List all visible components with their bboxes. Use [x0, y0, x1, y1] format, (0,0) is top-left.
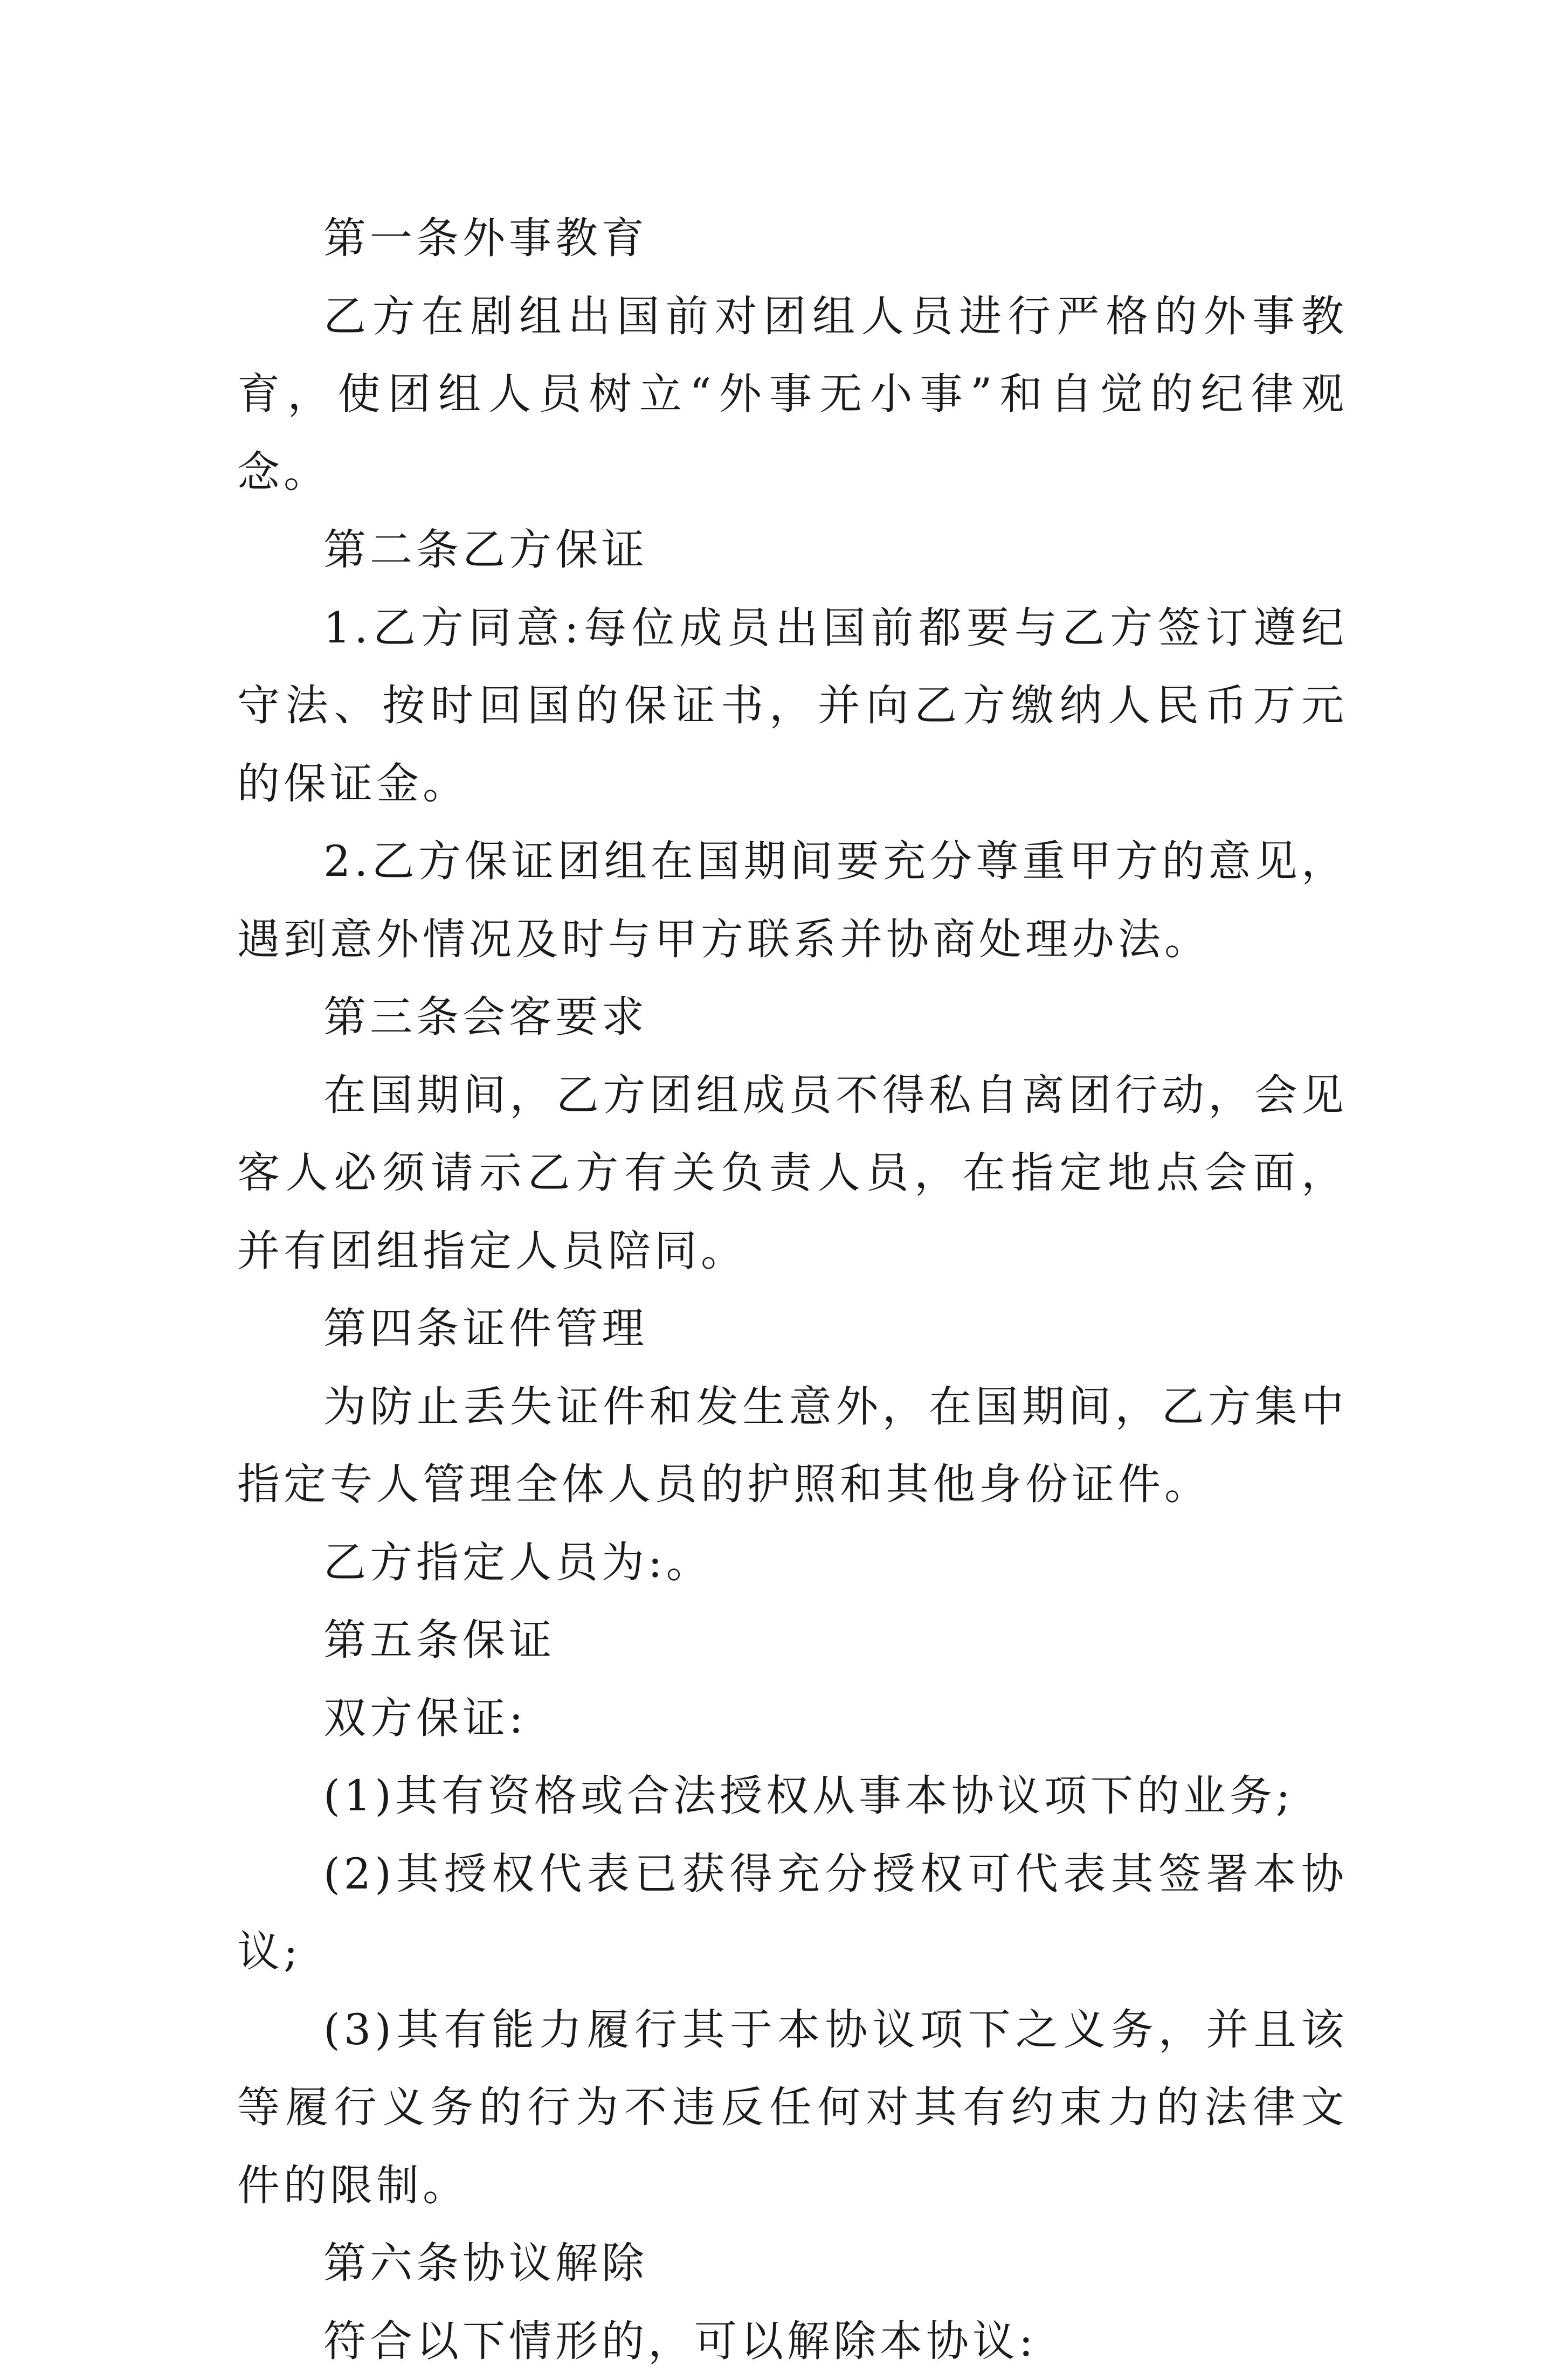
article-5-intro: 双方保证: — [237, 1679, 1348, 1758]
document-body — [237, 199, 1348, 2380]
article-5-item-3: (3)其有能力履行其于本协议项下之义务，并且该等履行义务的行为不违反任何对其有约束力的法律文件的限制。 — [237, 1991, 1348, 2225]
article-4-heading: 第四条证件管理 — [237, 1290, 1348, 1368]
article-5-heading: 第五条保证 — [237, 1601, 1348, 1679]
article-2-heading: 第二条乙方保证 — [237, 511, 1348, 589]
article-3-heading: 第三条会客要求 — [237, 978, 1348, 1056]
article-6-intro: 符合以下情形的，可以解除本协议: — [237, 2302, 1348, 2380]
article-3-body: 在国期间，乙方团组成员不得私自离团行动，会见客人必须请示乙方有关负责人员，在指定地点会面，并有团组指定人员陪同。 — [237, 1056, 1348, 1290]
article-2-item-1: 1.乙方同意:每位成员出国前都要与乙方签订遵纪守法、按时回国的保证书，并向乙方缴纳人民币万元的保证金。 — [237, 589, 1348, 823]
article-1-body: 乙方在剧组出国前对团组人员进行严格的外事教育，使团组人员树立“外事无小事”和自觉的纪律观念。 — [237, 278, 1348, 511]
article-5-item-1: (1)其有资格或合法授权从事本协议项下的业务; — [237, 1757, 1348, 1835]
article-1-heading: 第一条外事教育 — [237, 199, 1348, 278]
article-5-item-2: (2)其授权代表已获得充分授权可代表其签署本协议; — [237, 1835, 1348, 1991]
article-2-item-2: 2.乙方保证团组在国期间要充分尊重甲方的意见，遇到意外情况及时与甲方联系并协商处理办法。 — [237, 822, 1348, 978]
article-4-body: 为防止丢失证件和发生意外，在国期间，乙方集中指定专人管理全体人员的护照和其他身份证件。 — [237, 1368, 1348, 1524]
article-4-designee: 乙方指定人员为:。 — [237, 1524, 1348, 1602]
article-6-heading: 第六条协议解除 — [237, 2224, 1348, 2302]
